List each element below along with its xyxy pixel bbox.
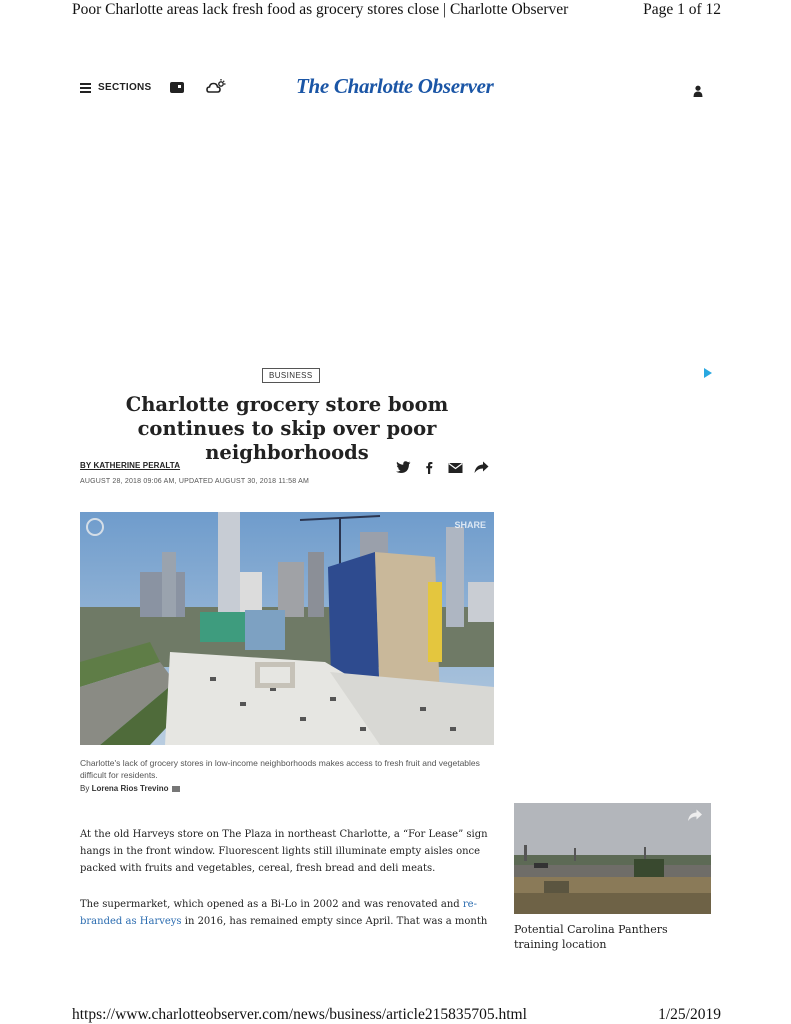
sidebar-video-thumbnail[interactable] [514,803,711,914]
share-buttons [396,461,489,474]
print-footer-date: 1/25/2019 [658,1006,721,1023]
play-marker-icon[interactable] [704,368,712,378]
article-headline: Charlotte grocery store boom continues to skip over poor neighborhoods [125,393,449,464]
dateline: AUGUST 28, 2018 09:06 AM, UPDATED AUGUST 30, 2018 11:58 AM [80,478,309,485]
twitter-icon[interactable] [396,461,411,474]
article-paragraph-2 [80,896,492,930]
paragraph-2-text-start: The supermarket, which opened as a Bi-Lo in 2002 and was renovated and [80,899,463,910]
masthead-logo[interactable]: The Charlotte Observer [296,74,494,98]
weather-icon[interactable] [205,78,227,96]
email-icon[interactable] [448,461,463,474]
article-video-player[interactable] [80,512,494,745]
video-camera-icon [172,786,180,792]
account-icon[interactable] [693,84,703,96]
print-page-number: Page 1 of 12 [643,1,721,18]
hamburger-icon [80,83,91,92]
caption-credit [80,784,180,793]
video-logo-icon [86,518,104,536]
print-footer-url: https://www.charlotteobserver.com/news/business/article215835705.html [72,1006,527,1023]
sidebar-share-icon[interactable] [687,809,703,827]
sidebar-video-caption[interactable]: Potential Carolina Panthers training location [514,923,668,951]
section-tag[interactable]: BUSINESS [262,368,320,383]
facebook-icon[interactable] [422,461,437,474]
paragraph-2-text-end: in 2016, has remained empty since April. That was a month [181,916,488,927]
byline[interactable]: BY KATHERINE PERALTA [80,461,181,470]
caption-credit-prefix: By [80,784,90,793]
share-icon[interactable] [474,461,489,474]
sections-label: SECTIONS [98,82,152,93]
image-caption: Charlotte's lack of grocery stores in low-income neighborhoods makes access to fresh fruit and vegetables difficult for residents. [80,758,480,780]
caption-credit-name[interactable]: Lorena Rios Trevino [91,784,169,793]
video-share-overlay[interactable]: SHARE [454,520,486,530]
newspaper-icon[interactable] [170,82,184,93]
rebranded-link[interactable]: re-branded as Harveys [80,899,477,927]
article-paragraph-1: At the old Harveys store on The Plaza in northeast Charlotte, a “For Lease” sign hangs in the front window. Fluorescent lights still illuminate empty aisles once packed with fruits and vegetables, cereal, fresh bread and deli meats. [80,829,488,874]
sections-menu-button[interactable] [80,82,152,93]
print-header-title: Poor Charlotte areas lack fresh food as grocery stores close | Charlotte Observer [72,1,569,18]
